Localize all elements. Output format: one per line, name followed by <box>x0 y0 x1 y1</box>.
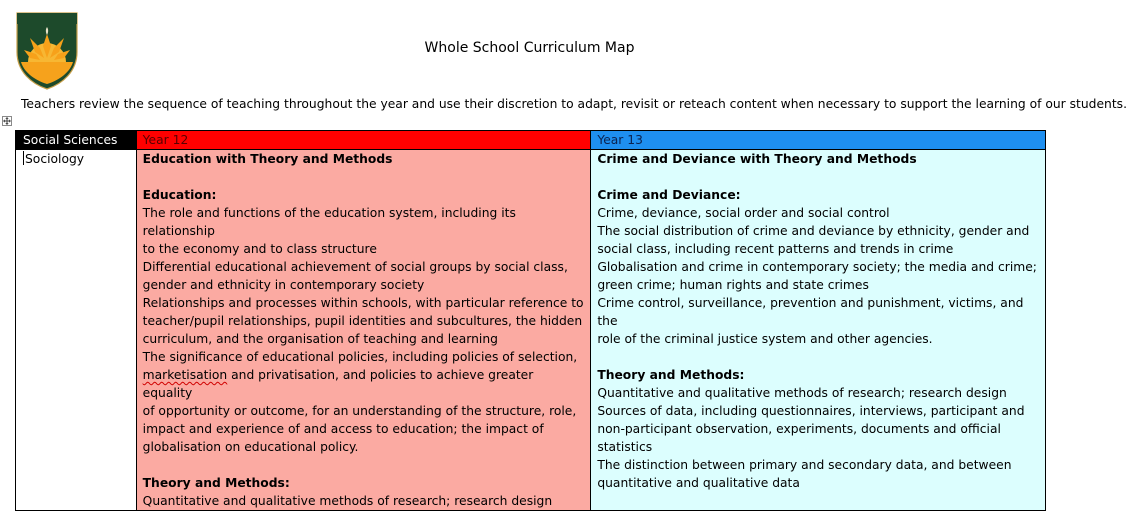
year12-line: The role and functions of the education system, including its relationship <box>142 206 516 238</box>
year12-line: globalisation on educational policy. <box>142 440 359 454</box>
blank-line <box>143 168 585 186</box>
year12-education-heading: Education: <box>142 188 217 202</box>
year12-line: Relationships and processes within schools, with particular reference to <box>142 296 584 310</box>
year12-line: Differential educational achievement of social groups by social class, <box>142 260 568 274</box>
year13-content-cell[interactable] <box>591 150 1046 511</box>
year13-line: Crime, deviance, social order and social control <box>597 206 890 220</box>
year13-line: statistics <box>597 440 653 454</box>
move-arrows-icon <box>3 117 11 125</box>
year13-line: Crime control, surveillance, prevention and punishment, victims, and the <box>597 296 1024 328</box>
year12-content-cell[interactable] <box>136 150 591 511</box>
year12-line-rest: and privatisation, and policies to achieve greater equality <box>142 368 534 400</box>
document-title: Whole School Curriculum Map <box>424 40 635 56</box>
year13-line: green crime; human rights and state crimes <box>597 278 869 292</box>
year12-line: gender and ethnicity in contemporary society <box>142 278 425 292</box>
year12-title: Education with Theory and Methods <box>142 152 393 166</box>
year12-line: of opportunity or outcome, for an understanding of the structure, role, <box>142 404 577 418</box>
year12-line: Quantitative and qualitative methods of research; research design <box>142 494 553 508</box>
year13-line: Globalisation and crime in contemporary society; the media and crime; <box>597 260 1037 274</box>
year13-crime-heading: Crime and Deviance: <box>597 188 741 202</box>
curriculum-table <box>15 130 1046 511</box>
year13-line: non-participant observation, experiments, documents and official <box>597 422 1001 436</box>
year12-line: to the economy and to class structure <box>142 242 377 256</box>
year12-line <box>143 366 585 402</box>
subject-name: Sociology <box>25 152 85 166</box>
year13-title: Crime and Deviance with Theory and Methods <box>597 152 917 166</box>
year13-line: social class, including recent patterns and trends in crime <box>597 242 954 256</box>
year13-line: Quantitative and qualitative methods of research; research design <box>597 386 1007 400</box>
intro-paragraph: Teachers review the sequence of teaching throughout the year and use their discretion to adapt, revisit or reteach content when necessary to support the learning of our students. <box>21 97 1127 111</box>
text-cursor <box>23 151 24 165</box>
year13-line: Sources of data, including questionnaires, interviews, participant and <box>597 404 1025 418</box>
blank-line <box>597 168 1039 186</box>
year13-line: The social distribution of crime and deviance by ethnicity, gender and <box>597 224 1030 238</box>
subject-cell[interactable] <box>16 150 137 511</box>
year12-line: teacher/pupil relationships, pupil identities and subcultures, the hidden <box>142 314 583 328</box>
year12-line: impact and experience of and access to education; the impact of <box>142 422 544 436</box>
blank-line <box>143 456 585 474</box>
year13-line: role of the criminal justice system and other agencies. <box>597 332 933 346</box>
year13-header-cell[interactable]: Year 13 <box>591 131 1046 150</box>
year12-theory-heading: Theory and Methods: <box>142 476 290 490</box>
year13-theory-heading: Theory and Methods: <box>597 368 745 382</box>
year12-line: curriculum, and the organisation of teaching and learning <box>142 332 498 346</box>
blank-line <box>597 348 1039 366</box>
year12-line: The significance of educational policies, including policies of selection, <box>142 350 578 364</box>
spellcheck-flagged-word[interactable]: marketisation <box>142 368 228 382</box>
year13-line: The distinction between primary and secondary data, and between <box>597 458 1012 472</box>
table-move-handle[interactable] <box>2 116 12 126</box>
table-header-row <box>16 131 1046 150</box>
subject-header-cell[interactable]: Social Sciences <box>16 131 137 150</box>
year12-header-cell[interactable]: Year 12 <box>136 131 591 150</box>
table-row <box>16 150 1046 511</box>
year13-line: quantitative and qualitative data <box>597 476 800 490</box>
